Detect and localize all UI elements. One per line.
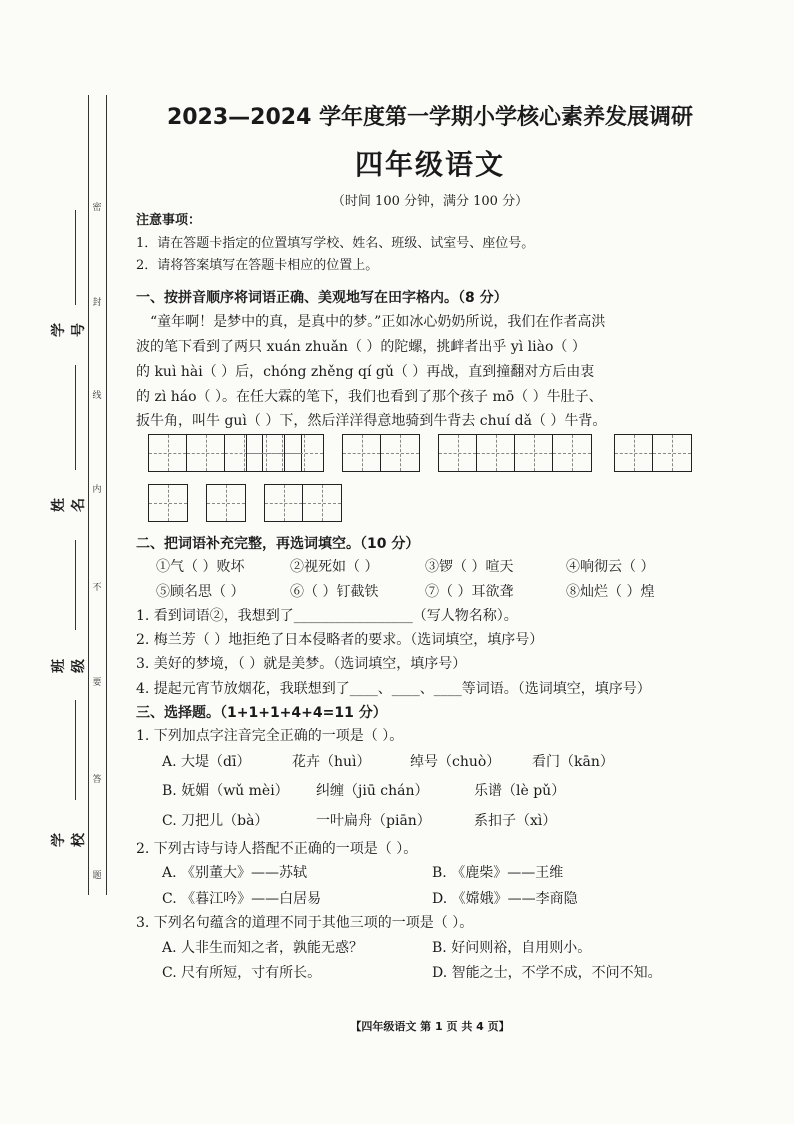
seal-char: 密 [92,203,102,213]
section2-question: 1. 看到词语②，我想到了_________________（写人物名称）。 [136,608,518,624]
option-b-3: 乐谱（lè pǔ） [474,783,566,799]
writing-grid-5[interactable] [614,434,692,472]
poem-option: B. 《鹿柴》——王维 [432,865,564,881]
option-c-2: 一叶扁舟（piān） [316,813,431,829]
writing-grid-8[interactable] [264,484,342,522]
poem-option: C. 《暮江吟》——白居易 [162,891,322,907]
idiom-item: ⑥（ ）钉截铁 [290,584,379,600]
binding-rule-outer [88,95,89,895]
idiom-item: ①气（ ）败坏 [156,559,245,575]
exam-title: 2023—2024 学年度第一学期小学核心素养发展调研 [166,105,694,130]
option-a-3: 绰号（chuò） [410,754,501,770]
idiom-item: ③锣（ ）喧天 [425,559,514,575]
option-a-1: A. 大堤（dī） [162,754,251,770]
section2-heading: 二、把词语补充完整，再选词填空。（10 分） [136,536,420,552]
notice-heading: 注意事项： [136,213,202,228]
section2-question: 2. 梅兰芳（ ）地拒绝了日本侵略者的要求。（选词填空，填序号） [136,632,544,648]
proverb-option: A. 人非生而知之者，孰能无惑？ [162,940,364,956]
question-stem: 3. 下列名句蕴含的道理不同于其他三项的一项是（ ）。 [136,915,474,931]
section1-text-line: “童年啊！是梦中的真，是真中的梦。”正如冰心奶奶所说，我们在作者高洪 [150,314,606,330]
option-c-1: C. 刀把儿（bà） [162,813,269,829]
time-note: （时间 100 分钟，满分 100 分） [331,194,529,209]
class-label: 班级 [51,659,87,673]
exam-subtitle: 四年级语文 [354,148,505,181]
proverb-option: B. 好问则裕，自用则小。 [432,940,592,956]
option-c-3: 系扣子（xì） [474,813,557,829]
seal-char: 线 [92,391,102,401]
seal-char: 要 [92,678,102,688]
section3-heading: 三、选择题。（1+1+1+4+4=11 分） [136,705,387,721]
proverb-option: C. 尺有所短，寸有所长。 [162,965,322,981]
section2-question: 4. 提起元宵节放烟花，我联想到了____、____、____等词语。（选词填空，填序号） [136,681,651,697]
writing-grid-3[interactable] [342,434,420,472]
notice-item: 1．请在答题卡指定的位置填写学校、姓名、班级、试室号、座位号。 [136,236,535,251]
seal-char: 封 [92,298,102,308]
school-label: 学校 [51,833,87,847]
poem-option: D. 《嫦娥》——李商隐 [432,891,578,907]
notice-item: 2．请将答案填写在答题卡相应的位置上。 [136,258,379,273]
student-number-line[interactable] [75,210,76,305]
binding-rule-inner [106,95,107,895]
idiom-item: ⑧灿烂（ ）煌 [566,584,655,600]
poem-option: A. 《别董大》——苏轼 [162,865,308,881]
writing-grid-6[interactable] [148,484,188,522]
section1-text-line: 的 zì háo（ ）。在任大霖的笔下，我们也看到了那个孩子 mō（ ）牛肚子、 [136,389,603,405]
idiom-item: ②视死如（ ） [290,559,379,575]
writing-grid-4[interactable] [438,434,592,472]
seal-char: 不 [92,583,102,593]
name-line[interactable] [75,365,76,470]
student-number-label: 学号 [51,323,87,337]
question-stem: 1. 下列加点字注音完全正确的一项是（ ）。 [136,728,404,744]
name-label: 姓名 [51,498,87,512]
school-line[interactable] [75,700,76,800]
idiom-item: ⑤顾名思（ ） [156,584,245,600]
option-a-4: 看门（kān） [532,754,614,770]
section2-question: 3. 美好的梦境，（ ）就是美梦。（选词填空，填序号） [136,656,467,672]
idiom-item: ⑦（ ）耳欲聋 [425,584,514,600]
idiom-item: ④响彻云（ ） [566,559,655,575]
section1-heading: 一、按拼音顺序将词语正确、美观地写在田字格内。（8 分） [136,290,508,306]
section1-text-line: 波的笔下看到了两只 xuán zhuǎn（ ）的陀螺，挑衅者出乎 yì liào（ ） [136,339,586,355]
writing-grid-7[interactable] [206,484,246,522]
option-b-2: 纠缠（jiū chán） [316,783,429,799]
proverb-option: D. 智能之士，不学不成，不问不知。 [432,965,662,981]
page-footer: 【四年级语文 第 1 页 共 4 页】 [350,1020,510,1033]
section1-text-line: 扳牛角，叫牛 guì（ ）下，然后洋洋得意地骑到牛背去 chuí dǎ（ ）牛背。 [136,413,607,429]
option-b-1: B. 妩媚（wǔ mèi） [162,783,289,799]
seal-char: 内 [92,485,102,495]
question-stem: 2. 下列古诗与诗人搭配不正确的一项是（ ）。 [136,841,418,857]
option-a-2: 花卉（huì） [292,754,371,770]
seal-char: 答 [92,775,102,785]
writing-grid-2[interactable] [246,434,324,472]
class-line[interactable] [75,540,76,630]
section1-text-line: 的 kuì hài（ ）后，chóng zhěng qí gǔ（ ）再战，直到撞翻对方后由衷 [136,364,595,380]
seal-char: 题 [92,871,102,881]
